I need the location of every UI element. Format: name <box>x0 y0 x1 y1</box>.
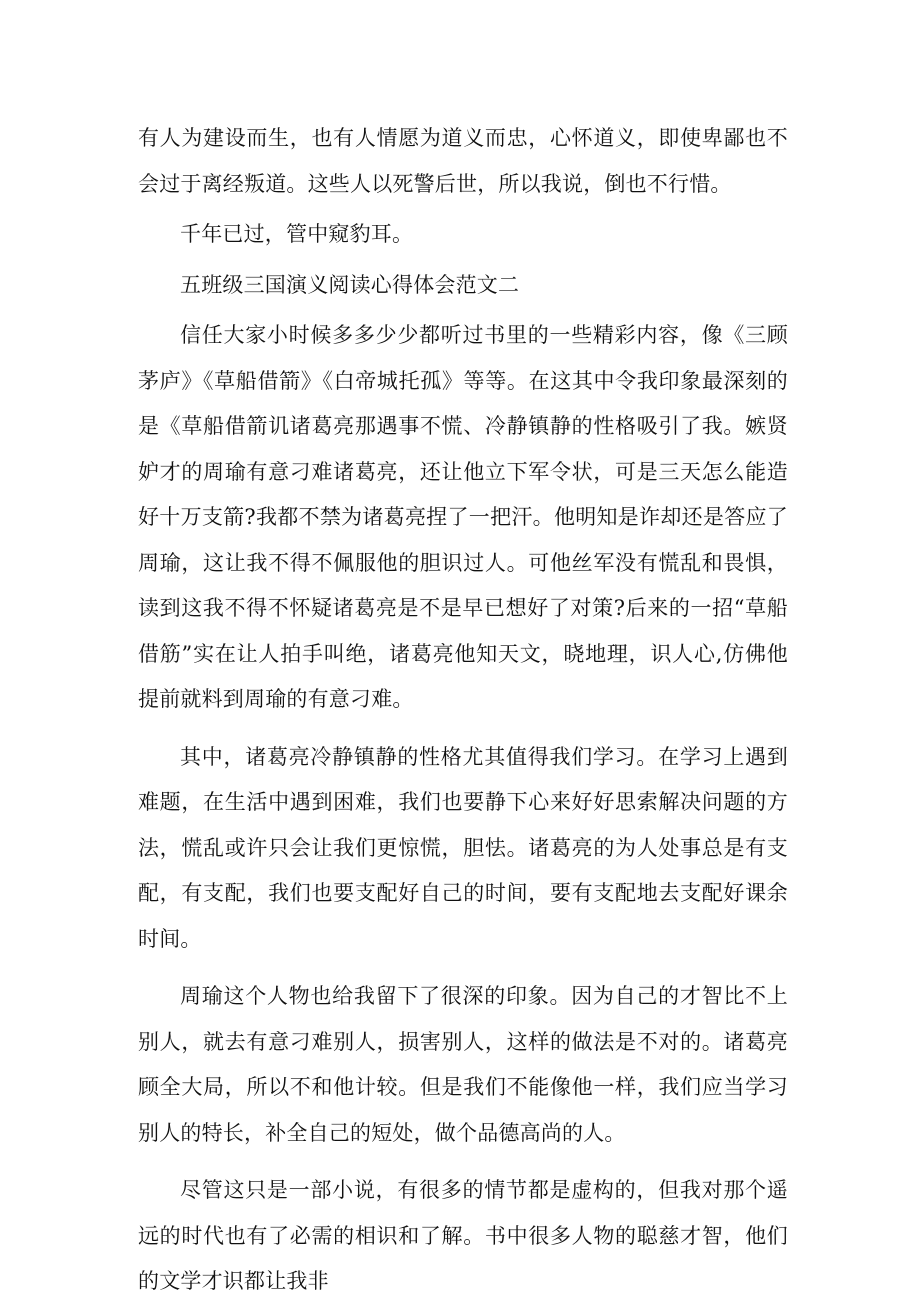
paragraph-body: 其中，诸葛亮冷静镇静的性格尤其值得我们学习。在学习上遇到难题，在生活中遇到困难，我们也要静下心来好好思索解决问题的方法，慌乱或许只会让我们更惊慌，胆怯。诸葛亮的为人处事总是有支配，有支配，我们也要支配好自己的时间，要有支配地去支配好课余时间。 <box>138 744 788 951</box>
paragraph-body: 信任大家小时候多多少少都听过书里的一些精彩内容，像《三顾茅庐》《草船借箭》《白帝城托孤》等等。在这其中令我印象最深刻的是《草船借箭讥诸葛亮那遇事不慌、冷静镇静的性格吸引了我。嫉贤妒才的周瑜有意刁难诸葛亮，还让他立下军令状，可是三天怎么能造好十万支箭?我都不禁为诸葛亮捏了一把汗。他明知是诈却还是答应了周瑜，这让我不得不佩服他的胆识过人。可他丝军没有慌乱和畏惧，读到这我不得不怀疑诸葛亮是不是早已想好了对策?后来的一招“草船借筋”实在让人拍手叫绝，诸葛亮他知天文，晓地理，识人心,仿佛他提前就料到周瑜的有意刁难。 <box>138 323 788 711</box>
paragraph-quote: 千年已过，管中窥豹耳。 <box>180 222 414 246</box>
section-heading: 五班级三国演义阅读心得体会范文二 <box>180 272 520 297</box>
paragraph-body: 尽管这只是一部小说，有很多的情节都是虚构的，但我对那个遥远的时代也有了必需的相识和了解。书中很多人物的聪慈才智，他们的文学才识都让我非 <box>138 1178 788 1293</box>
paragraph-continuation: 有人为建设而生，也有人情愿为道义而忠，心怀道义，即使卑鄙也不会过于离经叛道。这些人以死警后世，所以我说，倒也不行惜。 <box>138 126 788 196</box>
document-page <box>138 116 788 1305</box>
paragraph-body: 周瑜这个人物也给我留下了很深的印象。因为自己的才智比不上别人，就去有意刁难别人，损害别人，这样的做法是不对的。诸葛亮顾全大局，所以不和他计较。但是我们不能像他一样，我们应当学习别人的特长，补全自己的短处，做个品德高尚的人。 <box>138 984 788 1145</box>
